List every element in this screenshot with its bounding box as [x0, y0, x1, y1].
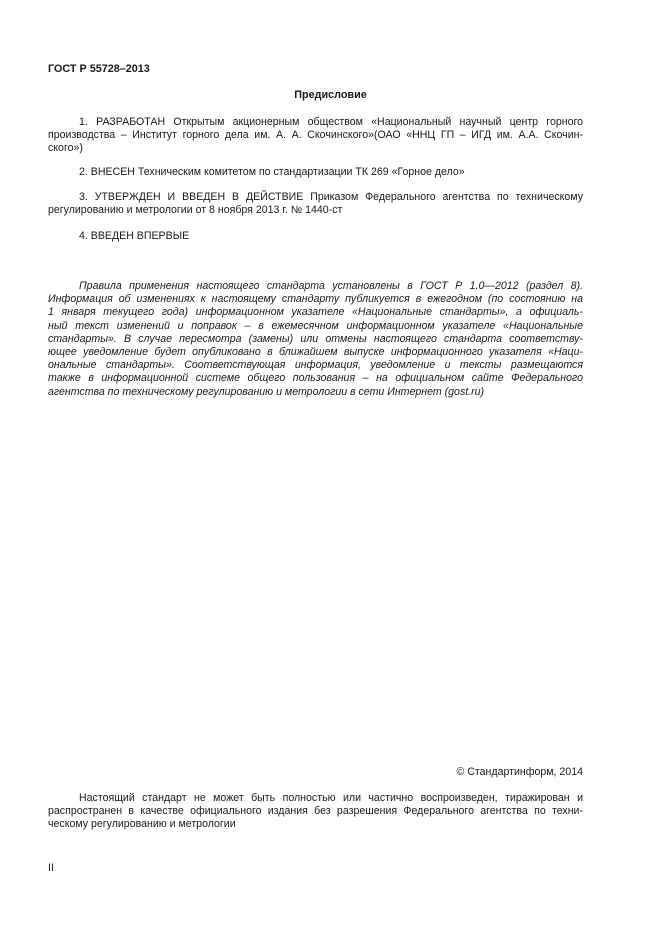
preface-item-2 [48, 166, 583, 179]
text-line: 2. ВНЕСЕН Техническим комитетом по стандартизации ТК 269 «Горное дело» [79, 166, 465, 178]
copyright: © Стандартинформ, 2014 [456, 766, 583, 778]
notice-line: 1 января текущего года) информационном указателе «Национальные стандарты», а официаль- [48, 306, 583, 319]
reproduction-notice [48, 792, 583, 832]
text-line: ческому регулированию и метрологии [48, 818, 236, 831]
application-notice [48, 280, 583, 399]
notice-line: стандарты». В случае пересмотра (замены) или отмены настоящего стандарта соответству- [48, 332, 583, 345]
notice-line: ющее уведомление будет опубликовано в ближайшем выпуске информационного указателя «Наци- [48, 346, 583, 359]
notice-line: также в информационной системе общего пользования – на официальном сайте Федерального [48, 372, 583, 385]
notice-line: Правила применения настоящего стандарта установлены в ГОСТ Р 1.0—2012 (раздел 8). [79, 280, 583, 292]
text-line: 4. ВВЕДЕН ВПЕРВЫЕ [79, 230, 190, 242]
notice-line: ональные стандарты». Соответствующая информация, уведомление и тексты размещаются [48, 359, 583, 372]
text-line: ского») [48, 142, 83, 155]
preface-item-3 [48, 191, 583, 217]
text-line: распространен в качестве официального издания без разрешения Федерального агентства по техни- [48, 805, 583, 818]
text-line: 1. РАЗРАБОТАН Открытым акционерным обществом «Национальный научный центр горного [79, 116, 583, 128]
text-line: 3. УТВЕРЖДЕН И ВВЕДЕН В ДЕЙСТВИЕ Приказом Федерального агентства по техническому [79, 191, 583, 203]
notice-line: ный текст изменений и поправок – в ежемесячном информационном указателе «Национальные [48, 319, 583, 332]
page-title: Предисловие [294, 89, 367, 101]
text-line: производства – Институт горного дела им. А. А. Скочинского»(ОАО «ННЦ ГП – ИГД им. А.А. Скочин- [48, 129, 583, 142]
preface-item-1 [48, 116, 583, 156]
preface-item-4 [48, 230, 583, 243]
text-line: регулированию и метрологии от 8 ноября 2013 г. № 1440-ст [48, 204, 343, 217]
notice-line: агентства по техническому регулированию и метрологии в сети Интернет (gost.ru) [48, 385, 485, 398]
page-number: II [48, 862, 54, 874]
text-line: Настоящий стандарт не может быть полностью или частично воспроизведен, тиражирован и [79, 792, 583, 804]
notice-line: Информация об изменениях к настоящему стандарту публикуется в ежегодном (по состоянию на [48, 293, 583, 306]
document-code: ГОСТ Р 55728–2013 [48, 63, 150, 75]
